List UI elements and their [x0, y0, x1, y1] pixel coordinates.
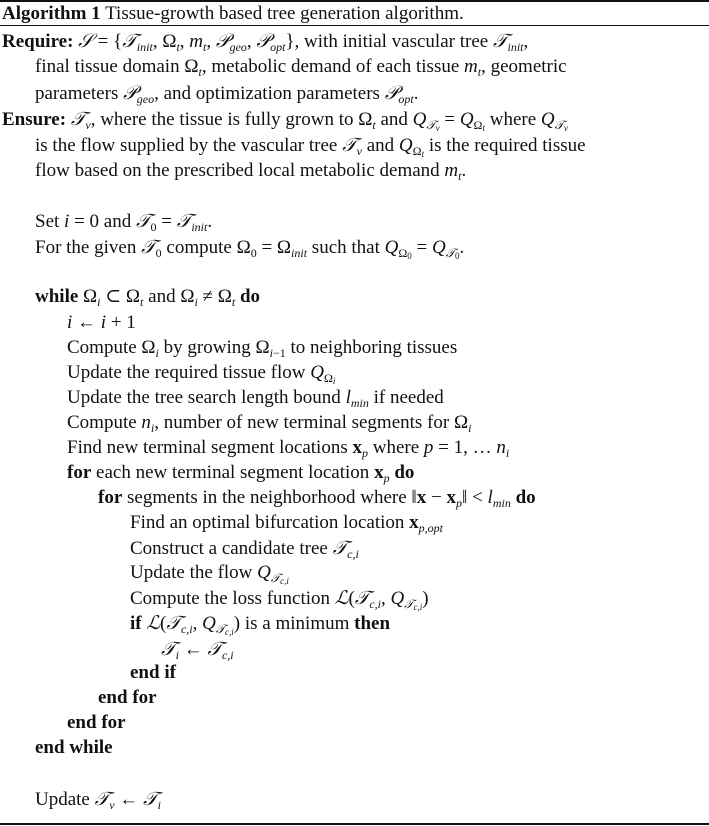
step-assign-tree: 𝒯$_i$ ← 𝒯$_{c,i}$: [161, 638, 234, 662]
step-loss: Compute the loss function ℒ(𝒯$_{c,i}$, $Q_{𝒯_{c,i}}$): [130, 587, 429, 612]
step-init: Set i = 0 and 𝒯$_0$ = 𝒯$_{init}$.: [35, 210, 213, 234]
step-grow: Compute $\Omega_i$ by growing $\Omega_{i-1}$ to neighboring tissues: [67, 337, 458, 360]
caption-rule: [0, 25, 709, 26]
require-line-3: parameters 𝒫$_{geo}$, and optimization parameters 𝒫$_{opt}$.: [35, 82, 419, 106]
require-keyword: Require:: [2, 31, 74, 52]
step-update-flow: Update the required tissue flow $Q_{\Omega_i}$: [67, 362, 336, 386]
caption-label: Algorithm 1: [2, 3, 101, 24]
step-final-update: Update 𝒯$_v$ ← 𝒯$_i$: [35, 788, 161, 812]
step-increment: i ← i + 1: [67, 312, 136, 333]
ensure-line-2: is the flow supplied by the vascular tree 𝒯$_v$ and $Q_{\Omega_t}$ is the required tissue: [35, 134, 586, 159]
step-find-locations: Find new terminal segment locations $x_p$ where p = 1, … $n_i$: [67, 437, 510, 460]
ensure-line-1: Ensure: 𝒯$_v$, where the tissue is fully grown to $\Omega_t$ and $Q_{𝒯_v} = Q_{\Omega_t}$ where $Q_{𝒯_v}$: [2, 108, 568, 133]
step-candidate-tree: Construct a candidate tree 𝒯$_{c,i}$: [130, 537, 359, 561]
require-line-1: Require: 𝒮 = {𝒯$_{init}$, $\Omega_t$, $m_t$, 𝒫$_{geo}$, 𝒫$_{opt}$}, with initial vascular tree 𝒯$_{init}$,: [2, 30, 529, 54]
algorithm-caption: [2, 2, 464, 25]
end-for-inner: end for: [98, 687, 157, 708]
end-if: end if: [130, 662, 176, 683]
for-neighborhood: for segments in the neighborhood where ‖x − $x_p‖ < l_{min}$ do: [98, 487, 536, 510]
step-update-bound: Update the tree search length bound $l_{min}$ if needed: [67, 387, 444, 410]
while-header: while $\Omega_i$ ⊂ $\Omega_t$ and $\Omega_i \ne \Omega_t$ do: [35, 286, 261, 309]
ensure-keyword: Ensure:: [2, 109, 67, 130]
end-for-outer: end for: [67, 712, 126, 733]
if-minimum: if ℒ(𝒯$_{c,i}$, $Q_{𝒯_{c,i}}$) is a minimum then: [130, 612, 391, 637]
step-bifurcation: Find an optimal bifurcation location $x_{p,opt}$: [130, 512, 443, 535]
bottom-rule: [0, 823, 709, 825]
step-compute-omega0: For the given 𝒯$_0$ compute $\Omega_0 = \Omega_{init}$ such that $Q_{\Omega_0} = Q_{𝒯_0}$.: [35, 236, 465, 261]
end-while: end while: [35, 737, 113, 758]
ensure-line-3: flow based on the prescribed local metabolic demand $m_t$.: [35, 160, 467, 183]
caption-title: Tissue-growth based tree generation algorithm.: [105, 3, 464, 24]
for-each-location: for each new terminal segment location $x_p$ do: [67, 462, 415, 485]
step-update-candidate-flow: Update the flow $Q_{𝒯_{c,i}}$: [130, 562, 289, 586]
require-line-2: final tissue domain $\Omega_t$, metabolic demand of each tissue $m_t$, geometric: [35, 56, 567, 79]
step-compute-ni: Compute $n_i$, number of new terminal segments for $\Omega_i$: [67, 412, 472, 435]
